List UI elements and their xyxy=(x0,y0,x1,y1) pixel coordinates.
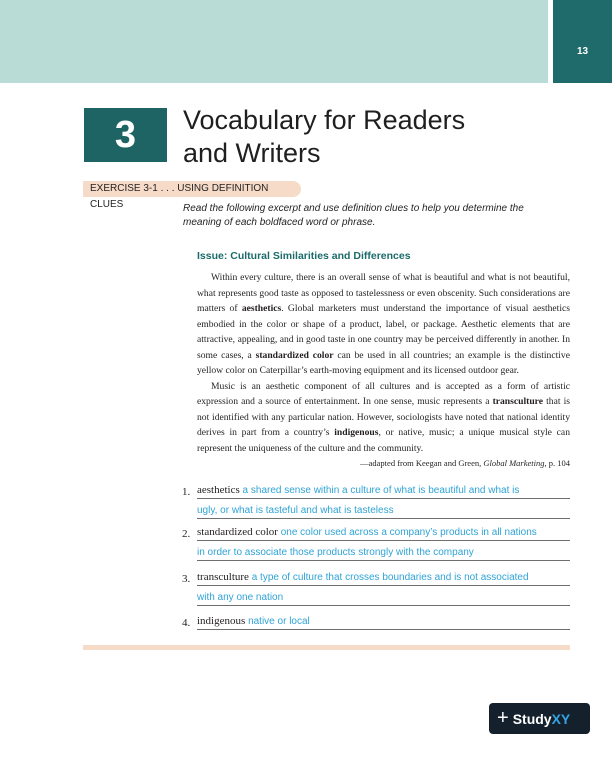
answer-line xyxy=(197,526,570,541)
item-term: standardized color xyxy=(197,526,278,538)
bold-term-indigenous: indigenous xyxy=(334,427,379,438)
bold-term-standardized-color: standardized color xyxy=(255,349,334,361)
excerpt-paragraph-1 xyxy=(197,270,570,379)
header-band xyxy=(0,0,548,83)
answer-text: native or local xyxy=(248,616,310,627)
chapter-number-box xyxy=(84,108,167,162)
page-number-tab xyxy=(553,0,612,83)
answer-text: ugly, or what is tasteful and what is tasteless xyxy=(197,505,394,516)
bottom-band xyxy=(83,645,570,650)
bold-term-aesthetics: aesthetics xyxy=(241,303,282,314)
chapter-number: 3 xyxy=(114,114,137,156)
answer-text: a type of culture that crosses boundaries and is not associated xyxy=(251,572,529,583)
answer-line xyxy=(197,546,570,561)
answer-line xyxy=(197,571,570,586)
studyxy-logo xyxy=(489,703,590,734)
excerpt-text: , or native, music; a unique musical style can represent the uniqueness of the culture and the community. xyxy=(197,427,570,454)
excerpt-text: . Global marketers must understand the importance of visual aesthetics embodied in the color or shape of a product, label, or package. Aesthetic elements that are attractive, appealing, and in good taste in one country may be perceived differently in another. In some cases, a xyxy=(197,303,570,361)
source-book: Global Marketing xyxy=(483,458,545,468)
chapter-title xyxy=(183,104,465,170)
excerpt xyxy=(197,270,570,456)
answer-line xyxy=(197,615,570,630)
answer-text: with any one nation xyxy=(197,592,284,603)
answer-text: one color used across a company’s products in all nations xyxy=(280,527,537,538)
chapter-title-line2: and Writers xyxy=(183,138,321,168)
plus-icon: + xyxy=(497,707,509,729)
answer-line xyxy=(197,591,570,606)
excerpt-text: that is not identified with any particular nation. However, sociologists have noted that national identity derives in part from a country’s xyxy=(197,396,570,438)
item-term: aesthetics xyxy=(197,484,240,496)
source-citation xyxy=(197,458,570,468)
page-number: 13 xyxy=(576,46,589,57)
bold-term-transculture: transculture xyxy=(492,396,544,407)
logo-text: Study xyxy=(512,711,552,727)
answer-line xyxy=(197,484,570,499)
excerpt-text: Within every culture, there is an overall sense of what is beautiful and what is not beautiful, what represents good taste as opposed to tastelessness or even obscenity. Such considerations are matters of xyxy=(197,272,570,314)
logo-text-xy: XY xyxy=(551,711,571,727)
instructions: Read the following excerpt and use definition clues to help you determine the meaning of each boldfaced word or phrase. xyxy=(183,203,524,228)
source-prefix: —adapted from Keegan and Green, xyxy=(360,458,484,468)
item-term: indigenous xyxy=(197,615,246,627)
source-suffix: , p. 104 xyxy=(544,458,570,468)
excerpt-text: Music is an aesthetic component of all cultures and is accepted as a form of artistic expression and a source of entertainment. In one sense, music represents a xyxy=(197,380,570,407)
item-number: 3. xyxy=(182,573,191,585)
item-number: 2. xyxy=(182,528,191,540)
excerpt-text: can be used in all countries; an example is the distinctive yellow color on Caterpillar’s earth-moving equipment and its licensed outdoor gear. xyxy=(197,349,570,376)
excerpt-paragraph-2 xyxy=(197,379,570,457)
answer-line xyxy=(197,504,570,519)
answer-text: in order to associate those products strongly with the company xyxy=(197,547,474,558)
item-number: 4. xyxy=(182,617,191,629)
exercise-label: EXERCISE 3-1 . . . USING DEFINITION CLUES xyxy=(83,181,301,197)
answer-text: a shared sense within a culture of what is beautiful and what is xyxy=(242,485,520,496)
issue-title: Issue: Cultural Similarities and Differences xyxy=(197,250,411,262)
chapter-title-line1: Vocabulary for Readers xyxy=(183,105,466,135)
item-number: 1. xyxy=(182,486,191,498)
item-term: transculture xyxy=(197,571,249,583)
